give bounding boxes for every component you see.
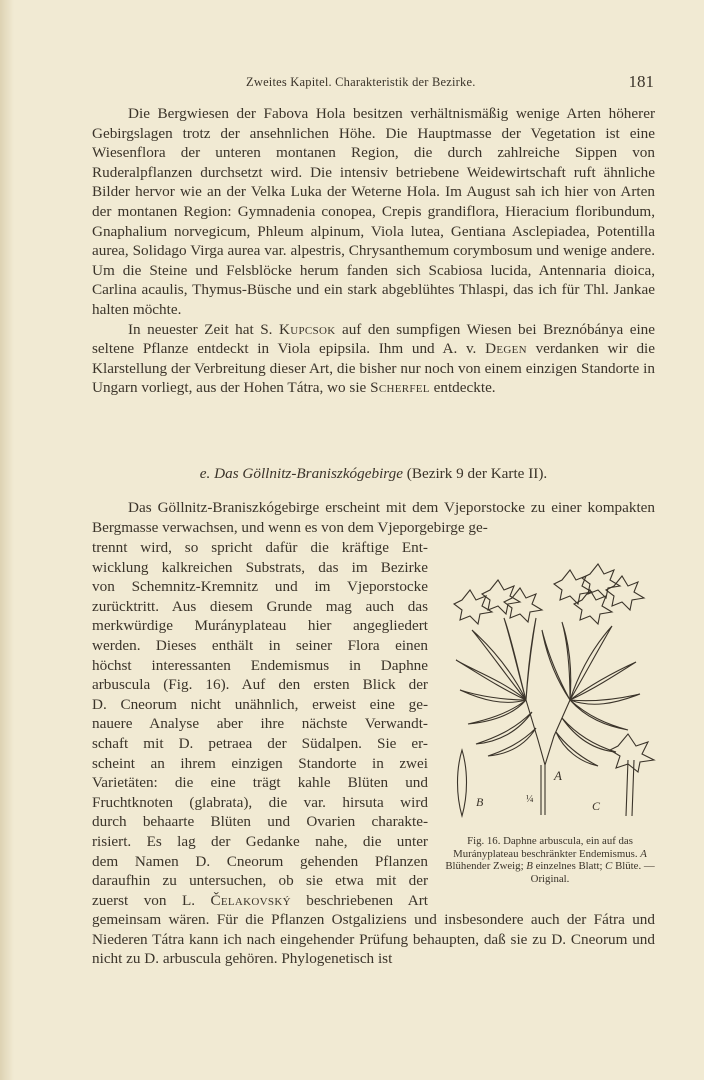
label-a: A — [554, 768, 562, 783]
narrow-line: von Schemnitz-Kremnitz und im Vjeporstocke — [92, 578, 428, 596]
page-header — [92, 72, 654, 94]
narrow-line: durch behaarte Blüten und Ovarien charakte- — [92, 813, 428, 831]
paragraph-2: In neuester Zeit hat S. Kupcsok auf den sumpfigen Wiesen bei Breznóbánya eine seltene Pflanze entdeckt in Viola epipsila. Ihm und A. v. Degen verdanken wir die Klarstellung der Verbreitung dieser Art, die bisher nur noch von einem einzigen Standorte in Ungarn vorliegt, aus der Hohen Tátra, wo sie Scherfel entdeckte. — [92, 320, 655, 397]
page-number: 181 — [628, 72, 654, 91]
daphne-figure — [442, 560, 662, 830]
author-scherfel: Scherfel — [370, 379, 430, 397]
narrow-line: dem Namen D. Cneorum gehenden Pflanzen — [92, 852, 428, 870]
narrow-line: wicklung kalkreichen Substrats, das im Bezirke — [92, 558, 428, 576]
paragraph-3-tail: gemeinsam wären. Für die Pflanzen Ostgaliziens und insbesondere auch der Fátra und Niederen Tátra kann ich nach eingehender Prüfung behaupten, daß sie zu D. Cneorum und nicht zu D. arbuscula gehören. Phylogenetisch ist — [92, 911, 655, 968]
narrow-line: Fruchtknoten (glabrata), die var. hirsuta wird — [92, 793, 428, 811]
narrow-line: merkwürdige Murányplateau hier angegliedert — [92, 617, 428, 635]
narrow-line: D. Cneorum nicht unähnlich, erweist eine ge- — [92, 695, 428, 713]
section-heading: e. Das Göllnitz-Braniszkógebirge (Bezirk 9 der Karte II). — [199, 465, 548, 482]
running-title: Zweites Kapitel. Charakteristik der Bezirke. — [246, 75, 476, 89]
paragraph-3-narrow — [92, 538, 428, 910]
flower-drawing — [610, 734, 654, 816]
paragraph-1: Die Bergwiesen der Fabova Hola besitzen verhältnismäßig wenige Arten höherer Gebirgslagen trotz der ansehnlichen Höhe. Die Hauptmasse der Vegetation ist eine Wiesenflora der unteren montanen Region, die durch zahlreiche Sippen von Ruderalpflanzen durchsetzt wird. Die intensiv betriebene Weidewirtschaft ruft ähnliche Bilder hervor wie an der Velka Luka der Weterne Hola. Im August sah ich hier von Arten der montanen Region: Gymnadenia conopea, Crepis grandiflora, Hieracium floribundum, Gnaphalium norvegicum, Phleum alpinum, Viola lutea, Gentiana Asclepiadea, Potentilla aurea, Solidago Virga aurea var. alpestris, Chrysanthemum corymbosum und wenige andere. Um die Steine und Felsblöcke herum fanden sich Scabiosa lucida, Antennaria dioica, Carlina acaulis, Thymus-Büsche und ein stark abgeblühtes Thlaspi, das ich für Thl. Jankae halten möchte. — [92, 105, 655, 318]
paragraph-3-full: Das Göllnitz-Braniszkógebirge erscheint mit dem Vjeporstocke zu einer kompakten Bergmasse verwachsen, und wenn es von dem Vjeporgebirge ge- — [92, 499, 655, 536]
paragraph-bergwiesen — [92, 104, 655, 398]
label-c: C — [592, 799, 601, 813]
narrow-line: trennt wird, so spricht dafür die kräftige Ent- — [92, 539, 428, 556]
narrow-line: arbuscula (Fig. 16). Auf den ersten Blick der — [92, 676, 428, 694]
single-leaf-drawing — [458, 750, 467, 816]
label-b: B — [476, 795, 484, 809]
narrow-line: daraufhin zu untersuchen, ob sie etwa mit der — [92, 872, 428, 890]
author-celakovsky: Čelakovský — [210, 891, 291, 909]
branch-drawing — [454, 564, 644, 815]
scale-mark: ¼ — [526, 794, 534, 805]
narrow-line: schaft mit D. petraea der Südalpen. Sie er- — [92, 734, 428, 752]
narrow-line: zuerst von L. Čelakovský beschriebenen Art — [92, 891, 428, 909]
narrow-line: Varietäten: die eine trägt kahle Blüten und — [92, 774, 428, 792]
author-degen: Degen — [485, 340, 527, 358]
narrow-line: risiert. Es lag der Gedanke nahe, die unter — [92, 832, 428, 850]
narrow-line: zurücktritt. Aus diesem Grunde mag auch das — [92, 597, 428, 615]
page-edge-shadow — [0, 0, 14, 1080]
narrow-line: nauere Analyse aber ihre nächste Verwandt- — [92, 715, 428, 733]
narrow-line: scheint an ihrem einzigen Standorte in zwei — [92, 754, 428, 772]
author-kupcsok: Kupcsok — [278, 320, 336, 338]
figure-caption: Fig. 16. Daphne arbuscula, ein auf das Murányplateau beschränkter Endemismus. A Blühender Zweig; B einzelnes Blatt; C Blüte. — Original. — [445, 835, 655, 885]
narrow-line: höchst interessanten Endemismus in Daphne — [92, 656, 428, 674]
narrow-line: werden. Dieses enthält in seiner Flora einen — [92, 636, 428, 654]
